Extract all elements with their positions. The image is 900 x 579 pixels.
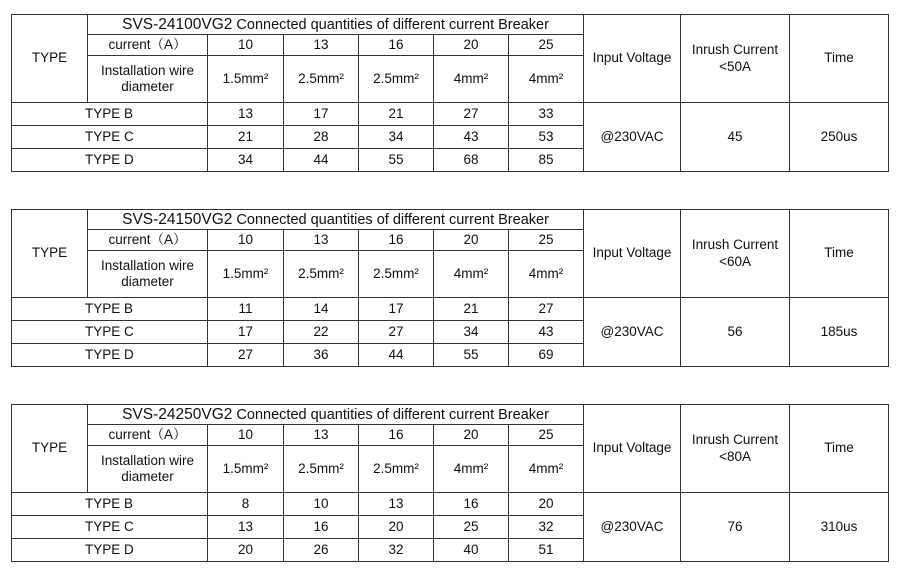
current-value: 20: [434, 35, 509, 56]
breaker-type: TYPE C: [12, 126, 208, 149]
quantity-value: 21: [359, 103, 434, 126]
quantity-value: 55: [359, 149, 434, 172]
current-value: 10: [208, 35, 284, 56]
quantity-value: 17: [284, 103, 359, 126]
time-value: 310us: [790, 493, 889, 562]
quantity-value: 13: [208, 516, 284, 539]
quantity-value: 8: [208, 493, 284, 516]
quantity-value: 20: [359, 516, 434, 539]
quantity-value: 16: [284, 516, 359, 539]
quantity-value: 21: [208, 126, 284, 149]
quantity-value: 34: [434, 321, 509, 344]
table-row: [12, 103, 889, 126]
breaker-type: TYPE D: [12, 539, 208, 562]
quantity-value: 85: [509, 149, 584, 172]
current-label: current（A）: [88, 425, 208, 446]
quantity-value: 43: [434, 126, 509, 149]
breaker-table: [11, 404, 889, 562]
quantity-value: 13: [208, 103, 284, 126]
quantity-value: 25: [434, 516, 509, 539]
wire-diameter-value: 2.5mm²: [359, 446, 434, 493]
quantity-value: 27: [434, 103, 509, 126]
quantity-value: 32: [509, 516, 584, 539]
input-voltage-value: @230VAC: [584, 103, 681, 172]
breaker-type: TYPE D: [12, 344, 208, 367]
current-value: 13: [284, 35, 359, 56]
inrush-current-header: Inrush Current <50A: [681, 15, 790, 103]
current-value: 16: [359, 425, 434, 446]
table-row: [12, 405, 889, 425]
wire-diameter-value: 4mm²: [434, 251, 509, 298]
breaker-type: TYPE B: [12, 103, 208, 126]
input-voltage-header: Input Voltage: [584, 210, 681, 298]
current-value: 13: [284, 425, 359, 446]
title-suffix: Connected quantities of different current Breaker: [232, 212, 549, 228]
inrush-current-value: 45: [681, 103, 790, 172]
current-label: current（A）: [88, 230, 208, 251]
current-value: 25: [509, 230, 584, 251]
quantity-value: 16: [434, 493, 509, 516]
breaker-type: TYPE B: [12, 493, 208, 516]
quantity-value: 17: [359, 298, 434, 321]
breaker-table: [11, 14, 889, 172]
type-header: TYPE: [12, 15, 88, 103]
wire-diameter-value: 4mm²: [509, 56, 584, 103]
quantity-value: 10: [284, 493, 359, 516]
breaker-type: TYPE D: [12, 149, 208, 172]
quantity-value: 43: [509, 321, 584, 344]
wire-diameter-value: 1.5mm²: [208, 251, 284, 298]
quantity-value: 69: [509, 344, 584, 367]
wire-diameter-value: 2.5mm²: [359, 56, 434, 103]
inrush-current-value: 56: [681, 298, 790, 367]
breaker-type: TYPE C: [12, 516, 208, 539]
type-header: TYPE: [12, 210, 88, 298]
table-row: [12, 210, 889, 230]
quantity-value: 26: [284, 539, 359, 562]
current-value: 10: [208, 230, 284, 251]
wire-diameter-value: 4mm²: [434, 56, 509, 103]
wire-diameter-value: 4mm²: [509, 251, 584, 298]
time-value: 185us: [790, 298, 889, 367]
quantity-value: 22: [284, 321, 359, 344]
wire-diameter-value: 2.5mm²: [284, 446, 359, 493]
quantity-value: 53: [509, 126, 584, 149]
quantity-value: 17: [208, 321, 284, 344]
table-title: [88, 405, 584, 425]
current-label: current（A）: [88, 35, 208, 56]
quantity-value: 34: [359, 126, 434, 149]
title-suffix: Connected quantities of different current Breaker: [232, 407, 549, 423]
wire-diameter-label: Installation wire diameter: [88, 56, 208, 103]
quantity-value: 36: [284, 344, 359, 367]
title-suffix: Connected quantities of different current Breaker: [232, 17, 549, 33]
quantity-value: 20: [208, 539, 284, 562]
quantity-value: 51: [509, 539, 584, 562]
quantity-value: 44: [284, 149, 359, 172]
current-value: 13: [284, 230, 359, 251]
time-header: Time: [790, 210, 889, 298]
wire-diameter-value: 2.5mm²: [284, 251, 359, 298]
table-row: [12, 15, 889, 35]
current-value: 16: [359, 35, 434, 56]
quantity-value: 28: [284, 126, 359, 149]
input-voltage-value: @230VAC: [584, 493, 681, 562]
inrush-current-value: 76: [681, 493, 790, 562]
current-value: 20: [434, 230, 509, 251]
wire-diameter-value: 1.5mm²: [208, 56, 284, 103]
wire-diameter-label: Installation wire diameter: [88, 446, 208, 493]
model-name: SVS-24250VG2: [122, 406, 233, 423]
table-title: [88, 210, 584, 230]
type-header: TYPE: [12, 405, 88, 493]
current-value: 20: [434, 425, 509, 446]
quantity-value: 32: [359, 539, 434, 562]
wire-diameter-value: 4mm²: [509, 446, 584, 493]
input-voltage-header: Input Voltage: [584, 405, 681, 493]
quantity-value: 33: [509, 103, 584, 126]
quantity-value: 27: [359, 321, 434, 344]
wire-diameter-value: 2.5mm²: [359, 251, 434, 298]
quantity-value: 55: [434, 344, 509, 367]
quantity-value: 40: [434, 539, 509, 562]
current-value: 25: [509, 35, 584, 56]
quantity-value: 34: [208, 149, 284, 172]
wire-diameter-value: 4mm²: [434, 446, 509, 493]
table-row: [12, 298, 889, 321]
quantity-value: 44: [359, 344, 434, 367]
quantity-value: 20: [509, 493, 584, 516]
model-name: SVS-24150VG2: [122, 211, 233, 228]
quantity-value: 13: [359, 493, 434, 516]
current-value: 25: [509, 425, 584, 446]
inrush-current-header: Inrush Current <80A: [681, 405, 790, 493]
wire-diameter-value: 1.5mm²: [208, 446, 284, 493]
time-value: 250us: [790, 103, 889, 172]
breaker-type: TYPE C: [12, 321, 208, 344]
current-value: 16: [359, 230, 434, 251]
input-voltage-value: @230VAC: [584, 298, 681, 367]
table-title: [88, 15, 584, 35]
time-header: Time: [790, 15, 889, 103]
model-name: SVS-24100VG2: [122, 16, 233, 33]
table-row: [12, 493, 889, 516]
input-voltage-header: Input Voltage: [584, 15, 681, 103]
quantity-value: 27: [208, 344, 284, 367]
quantity-value: 21: [434, 298, 509, 321]
time-header: Time: [790, 405, 889, 493]
quantity-value: 27: [509, 298, 584, 321]
quantity-value: 11: [208, 298, 284, 321]
inrush-current-header: Inrush Current <60A: [681, 210, 790, 298]
wire-diameter-value: 2.5mm²: [284, 56, 359, 103]
wire-diameter-label: Installation wire diameter: [88, 251, 208, 298]
quantity-value: 14: [284, 298, 359, 321]
breaker-type: TYPE B: [12, 298, 208, 321]
quantity-value: 68: [434, 149, 509, 172]
breaker-table: [11, 209, 889, 367]
current-value: 10: [208, 425, 284, 446]
